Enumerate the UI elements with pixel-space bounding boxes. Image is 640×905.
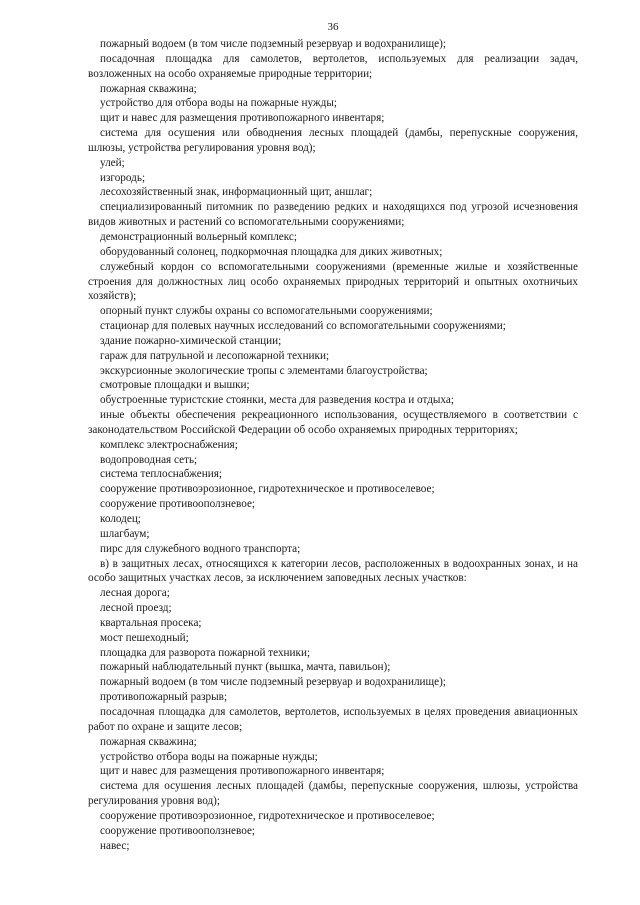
text-paragraph: лесохозяйственный знак, информационный щит, аншлаг; bbox=[100, 186, 373, 199]
text-paragraph: площадка для разворота пожарной техники; bbox=[100, 646, 311, 659]
page-number: 36 bbox=[327, 21, 339, 33]
text-paragraph: гараж для патрульной и лесопожарной техники; bbox=[100, 349, 330, 362]
text-paragraph: смотровые площадки и вышки; bbox=[100, 379, 250, 392]
text-paragraph: улей; bbox=[100, 156, 125, 169]
text-paragraph: пожарный водоем (в том числе подземный резервуар и водохранилище); bbox=[100, 676, 446, 689]
text-paragraph: щит и навес для размещения противопожарного инвентаря; bbox=[100, 765, 385, 778]
text-paragraph: устройство отбора воды на пожарные нужды; bbox=[100, 750, 318, 763]
text-paragraph: сооружение противооползневое; bbox=[100, 498, 256, 511]
text-paragraph: шлагбаум; bbox=[100, 527, 150, 540]
text-paragraph: здание пожарно-химической станции; bbox=[100, 334, 282, 347]
text-paragraph: водопроводная сеть; bbox=[100, 453, 198, 466]
text-paragraph: посадочная площадка для самолетов, вертолетов, используемых в целях проведения авиационных работ по охране и защите лесов; bbox=[88, 705, 578, 733]
text-paragraph: устройство для отбора воды на пожарные нужды; bbox=[100, 97, 337, 110]
text-paragraph: обустроенные туристские стоянки, места для разведения костра и отдыха; bbox=[100, 394, 454, 407]
document-body bbox=[88, 37, 578, 853]
text-paragraph: пожарная скважина; bbox=[100, 735, 197, 748]
text-paragraph: в) в защитных лесах, относящихся к категории лесов, расположенных в водоохранных зонах, и на особо защитных участках лесов, за исключением заповедных лесных участков: bbox=[88, 557, 578, 585]
text-paragraph: система для осушения лесных площадей (дамбы, перепускные сооружения, шлюзы, устройства регулирования уровня вод); bbox=[88, 780, 578, 808]
text-paragraph: стационар для полевых научных исследований со вспомогательными сооружениями; bbox=[100, 320, 506, 333]
text-paragraph: система теплоснабжения; bbox=[100, 468, 222, 481]
text-paragraph: противопожарный разрыв; bbox=[100, 691, 228, 704]
text-paragraph: щит и навес для размещения противопожарного инвентаря; bbox=[100, 112, 385, 125]
text-paragraph: лесной проезд; bbox=[100, 602, 172, 615]
text-paragraph: сооружение противоэрозионное, гидротехническое и противоселевое; bbox=[100, 483, 435, 496]
text-paragraph: сооружение противоэрозионное, гидротехническое и противоселевое; bbox=[100, 809, 435, 822]
text-paragraph: экскурсионные экологические тропы с элементами благоустройства; bbox=[100, 364, 428, 377]
text-paragraph: квартальная просека; bbox=[100, 616, 202, 629]
text-paragraph: демонстрационный вольерный комплекс; bbox=[100, 230, 297, 243]
text-paragraph: колодец; bbox=[100, 513, 141, 525]
text-paragraph: опорный пункт службы охраны со вспомогательными сооружениями; bbox=[100, 305, 433, 318]
text-paragraph: изгородь; bbox=[100, 171, 146, 184]
text-paragraph: система для осушения или обводнения лесных площадей (дамбы, перепускные сооружения, шлюзы, устройства регулирования уровня вод); bbox=[88, 127, 578, 154]
text-paragraph: лесная дорога; bbox=[100, 587, 170, 600]
text-paragraph: иные объекты обеспечения рекреационного использования, осуществляемого в соответствии с законодательством Российской Федерации об особо охраняемых природных территориях; bbox=[88, 409, 578, 436]
text-paragraph: служебный кордон со вспомогательными сооружениями (временные жилые и хозяйственные строения для должностных лиц особо охраняемых природных территорий и опытных охотничьих хозяйств); bbox=[88, 260, 578, 303]
document-page bbox=[88, 20, 578, 853]
text-paragraph: пирс для служебного водного транспорта; bbox=[100, 542, 301, 555]
text-paragraph: комплекс электроснабжения; bbox=[100, 438, 238, 451]
text-paragraph: пожарный наблюдательный пункт (вышка, мачта, павильон); bbox=[100, 661, 391, 674]
text-paragraph: пожарная скважина; bbox=[100, 82, 197, 95]
text-paragraph: специализированный питомник по разведению редких и находящихся под угрозой исчезновения видов животных и растений со вспомогательными сооружениями; bbox=[88, 201, 578, 229]
text-paragraph: сооружение противооползневое; bbox=[100, 824, 256, 837]
text-paragraph: мост пешеходный; bbox=[100, 631, 189, 644]
text-paragraph: посадочная площадка для самолетов, вертолетов, используемых для реализации задач, возложенных на особо охраняемые природные территории; bbox=[88, 52, 578, 80]
text-paragraph: оборудованный солонец, подкормочная площадка для диких животных; bbox=[100, 245, 443, 258]
text-paragraph: пожарный водоем (в том числе подземный резервуар и водохранилище); bbox=[100, 38, 446, 50]
text-paragraph: навес; bbox=[100, 839, 130, 852]
